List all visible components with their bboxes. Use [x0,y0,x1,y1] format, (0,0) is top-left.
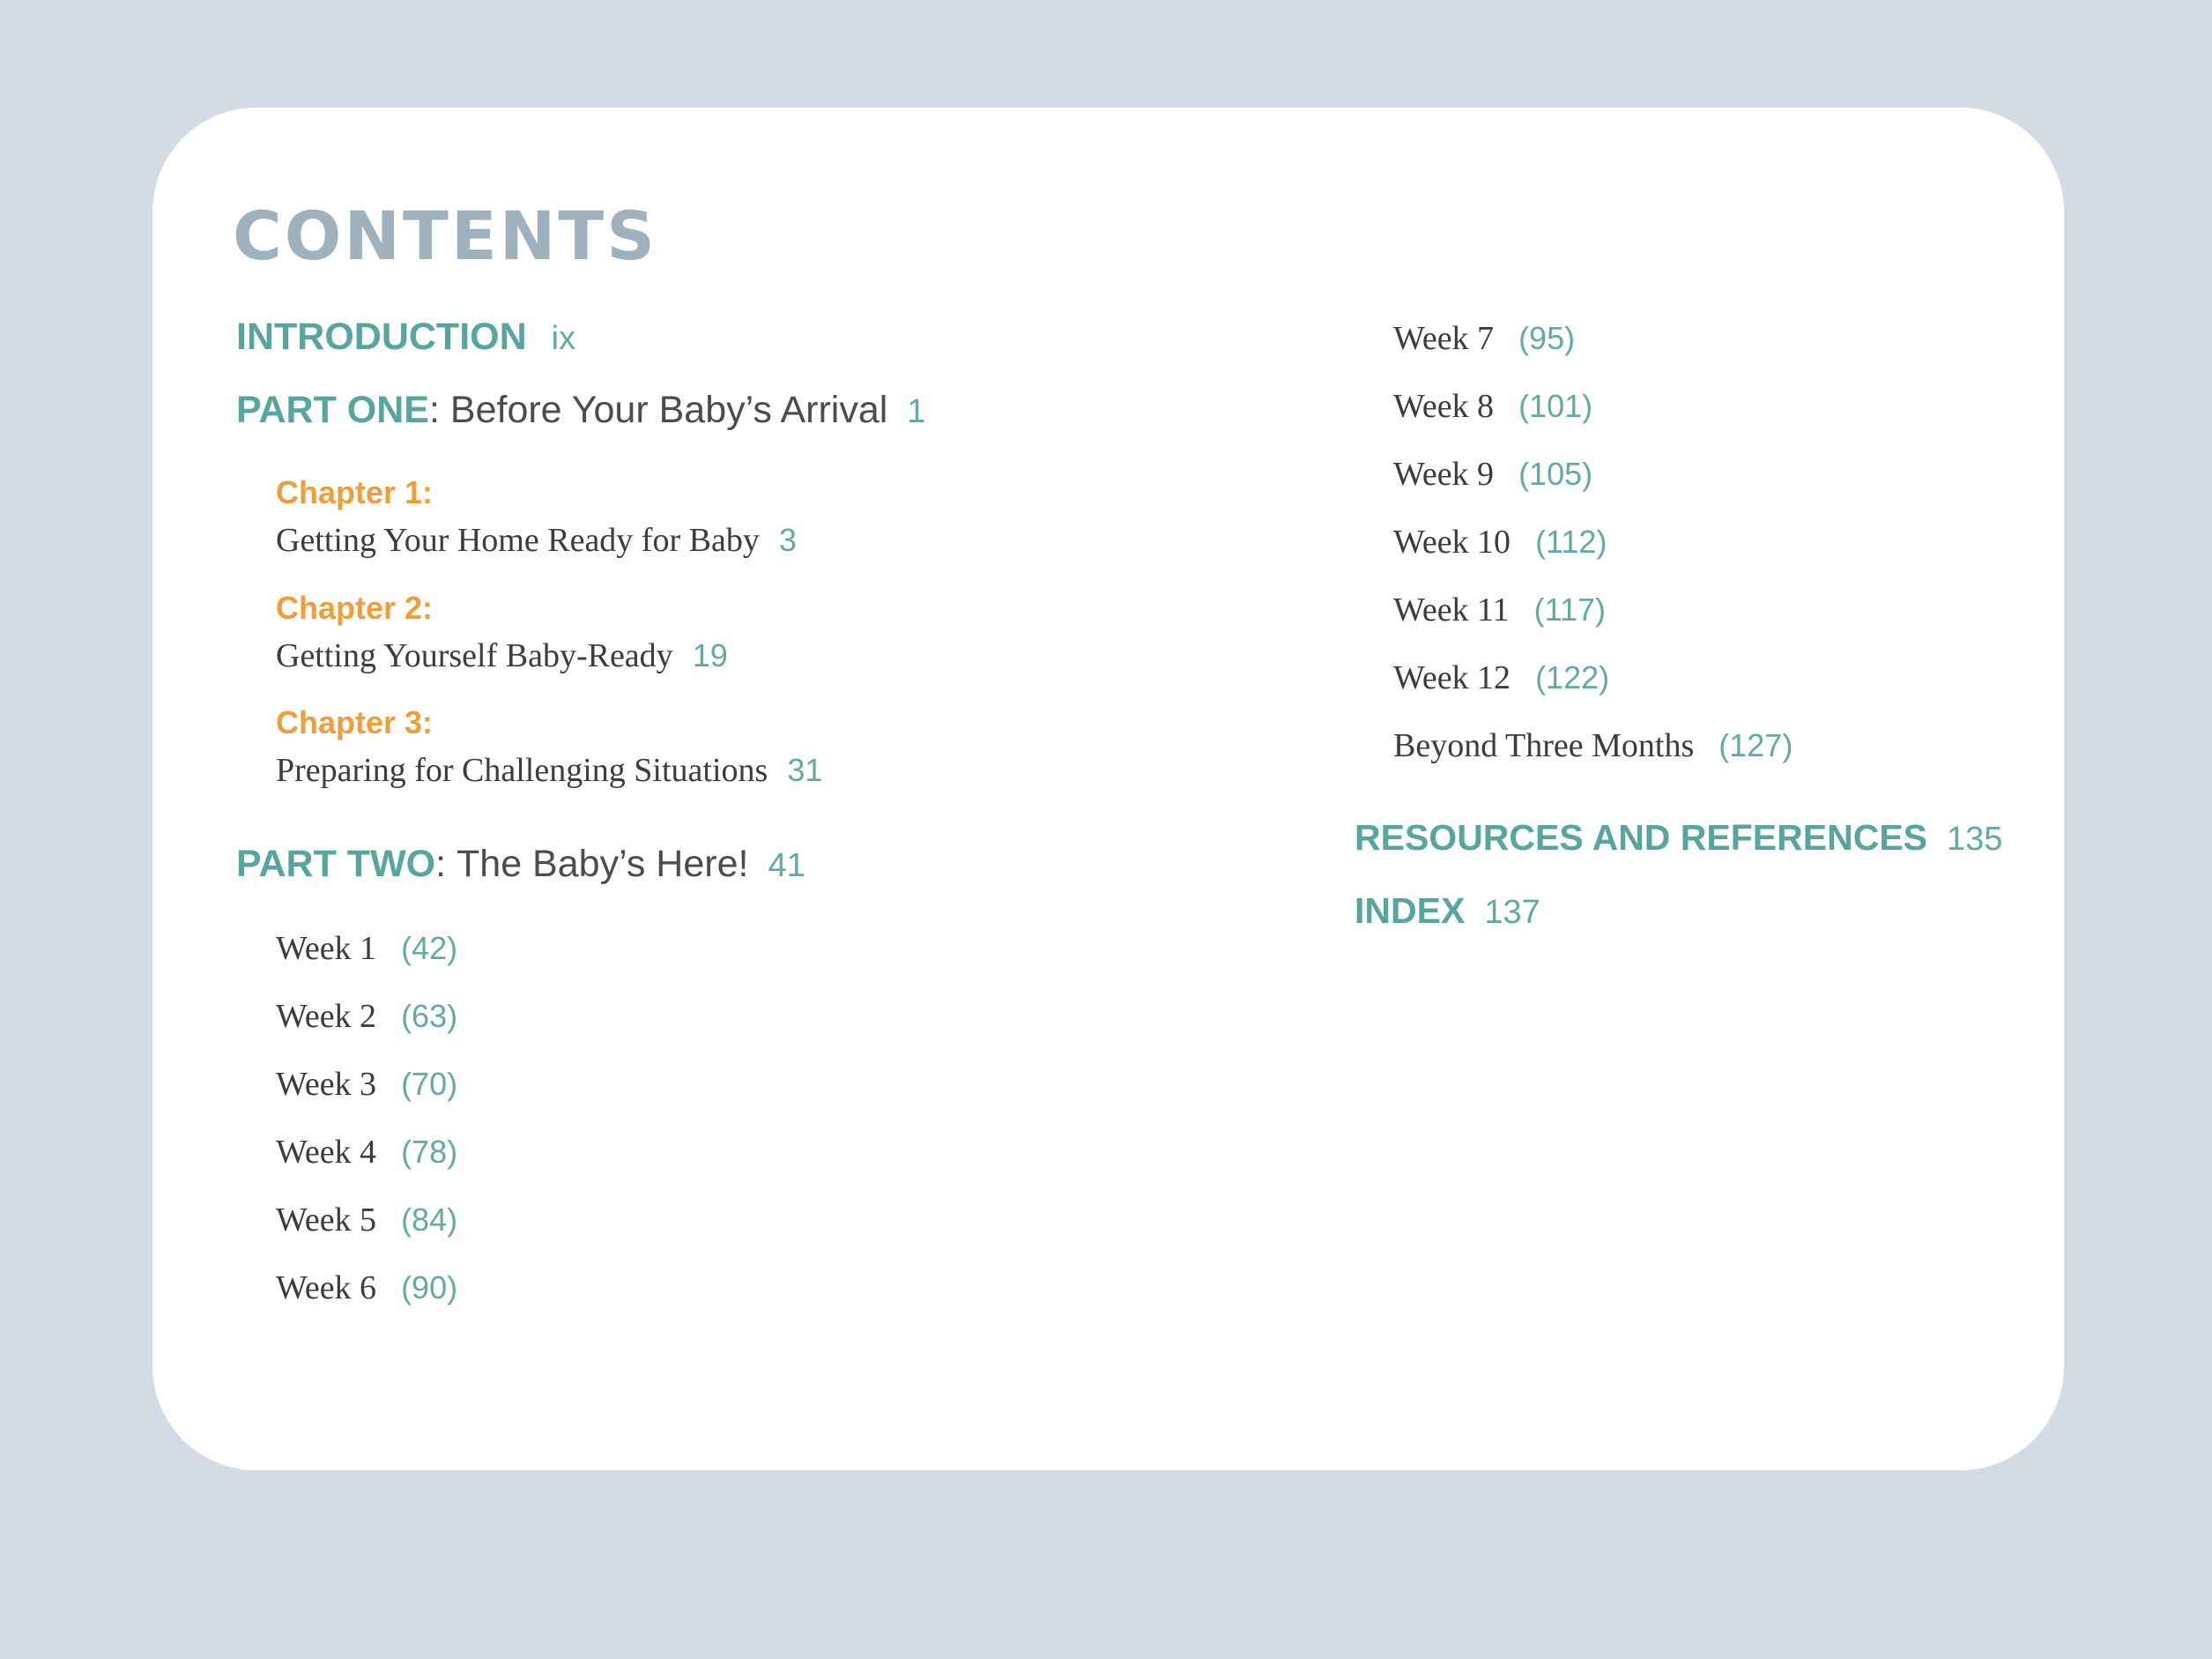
chapter-2-title: Getting Yourself Baby-Ready [276,637,673,674]
week-6-page: (90) [401,1269,458,1306]
part-one-title: Before Your Baby’s Arrival [449,389,888,431]
week-5-page: (84) [401,1201,458,1238]
week-9-label: Week 9 [1393,456,1495,493]
week-5-label: Week 5 [276,1201,377,1239]
part-one-colon: : [429,389,440,431]
part-one-page: 1 [907,393,926,430]
toc-entry-week-7[interactable] [1393,322,1575,355]
toc-entry-week-5[interactable] [276,1203,457,1237]
chapter-3-page: 31 [787,752,823,788]
week-6-label: Week 6 [276,1269,377,1306]
toc-entry-beyond-three-months[interactable] [1393,729,1793,763]
week-11-label: Week 11 [1393,591,1510,629]
toc-entry-index[interactable] [1355,890,1540,931]
toc-entry-week-4[interactable] [276,1135,457,1169]
week-7-label: Week 7 [1393,320,1495,357]
toc-entry-chapter-3[interactable] [276,754,822,787]
week-8-label: Week 8 [1393,388,1495,425]
toc-entry-week-9[interactable] [1393,458,1592,491]
introduction-page: ix [551,320,576,357]
toc-entry-part-one[interactable] [236,391,925,429]
part-two-page: 41 [768,847,805,884]
week-3-label: Week 3 [276,1066,377,1103]
part-two-colon: : [435,843,447,885]
toc-entry-week-11[interactable] [1393,593,1606,627]
toc-entry-resources[interactable] [1355,817,2003,858]
toc-entry-week-1[interactable] [276,932,457,965]
week-4-label: Week 4 [276,1134,377,1171]
beyond-three-months-label: Beyond Three Months [1393,727,1695,764]
toc-entry-week-2[interactable] [276,1000,457,1033]
chapter-1-label: Chapter 1: [276,474,434,510]
chapter-2-label: Chapter 2: [276,590,434,626]
contents-card [152,108,2064,1470]
introduction-label: INTRODUCTION [236,316,527,358]
week-8-page: (101) [1518,388,1593,424]
week-1-label: Week 1 [276,930,377,967]
week-4-page: (78) [401,1134,458,1170]
week-1-page: (42) [401,930,458,966]
chapter-2-page: 19 [692,637,728,673]
chapter-1-page: 3 [778,522,797,558]
index-label: INDEX [1355,890,1466,931]
week-10-page: (112) [1535,524,1607,560]
toc-entry-week-12[interactable] [1393,661,1609,695]
week-11-page: (117) [1533,591,1607,628]
week-12-page: (122) [1535,659,1610,696]
toc-entry-week-6[interactable] [276,1271,457,1305]
week-7-page: (95) [1518,320,1576,356]
week-2-page: (63) [401,998,458,1034]
week-2-label: Week 2 [276,998,377,1035]
chapter-3-label: Chapter 3: [276,704,434,740]
chapter-1-title: Getting Your Home Ready for Baby [276,522,760,559]
toc-entry-week-8[interactable] [1393,390,1592,423]
resources-page: 135 [1947,821,2003,858]
toc-entry-chapter-1[interactable] [276,524,797,557]
beyond-three-months-page: (127) [1718,727,1793,763]
week-10-label: Week 10 [1393,524,1511,561]
week-3-page: (70) [401,1066,458,1102]
resources-label: RESOURCES AND REFERENCES [1355,817,1928,858]
index-page: 137 [1484,894,1540,931]
toc-entry-week-10[interactable] [1393,525,1607,559]
week-12-label: Week 12 [1393,659,1511,696]
part-one-label: PART ONE [236,389,429,431]
page-title: CONTENTS [233,197,657,275]
toc-entry-introduction[interactable] [236,318,575,356]
part-two-label: PART TWO [236,843,436,885]
week-9-page: (105) [1518,456,1593,492]
toc-entry-week-3[interactable] [276,1068,457,1101]
toc-entry-part-two[interactable] [236,845,805,883]
toc-entry-chapter-2[interactable] [276,639,728,673]
part-two-title: The Baby’s Here! [457,843,749,885]
chapter-3-title: Preparing for Challenging Situations [276,752,768,789]
